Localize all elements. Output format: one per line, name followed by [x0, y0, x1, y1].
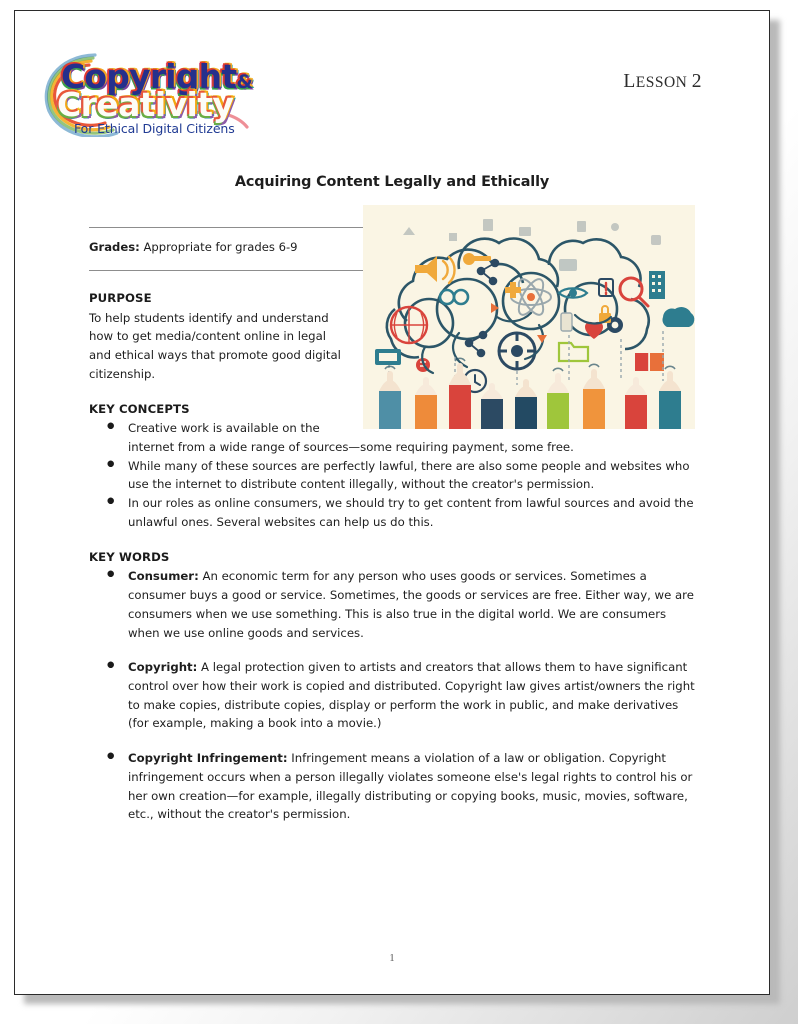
page-title: Acquiring Content Legally and Ethically — [234, 174, 550, 190]
key-word-definition: An economic term for any person who uses goods or services. Sometimes a consumer buys a good or service. Sometimes, the goods or services are free. Either way, we are consumers when we use something. This is also true in the digital world. We are consumers when we use online goods and services. — [128, 569, 694, 640]
key-word-term: Copyright Infringement: — [128, 751, 288, 766]
lesson-number: 2 — [691, 71, 702, 92]
key-concepts-list — [89, 419, 695, 531]
key-words-list — [89, 567, 695, 824]
copyright-and-creativity-logo[interactable] — [43, 49, 273, 151]
list-item: ● In our roles as online consumers, we should try to get content from lawful sources and avoid the unlawful ones. Several websites can help us do this. — [89, 494, 695, 531]
cloud-of-icons-illustration — [363, 205, 695, 429]
cloud-icons-graphic — [363, 205, 695, 429]
logo-wordmark-creativity: Creativity — [57, 85, 234, 124]
key-word-term: Copyright: — [128, 660, 198, 675]
list-item: ● Creative work is available on the internet from a wide range of sources—some requiring payment, some free. — [89, 419, 695, 456]
key-word-definition: A legal protection given to artists and creators that allows them to have significant control over how their work is copied and distributed. Copyright law gives artist/owners the right to make copies, distribute copies, display or perform the work in public, and make derivatives (for example, making a book into a movie.) — [128, 660, 695, 731]
purpose-body: To help students identify and understand how to get media/content online in legal and ethical ways that promote good digital citizenship. — [89, 310, 341, 381]
list-item — [89, 567, 695, 642]
list-item — [89, 749, 695, 824]
grades-label: Grades: — [89, 240, 140, 254]
section-heading-key-words: KEY WORDS — [89, 549, 170, 564]
grades-info — [89, 240, 298, 254]
key-word-term: Consumer: — [128, 569, 199, 584]
key-word-definition: Infringement means a violation of a law or obligation. Copyright infringement occurs when a person illegally violates someone else's legal rights to control his or her own creation—for example, illegally distributing or copying books, music, movies, software, etc., without the creator's permission. — [128, 751, 693, 822]
page-number: 1 — [389, 953, 395, 964]
logo-ampersand: & — [236, 71, 253, 93]
page-content — [89, 289, 695, 824]
grades-value: Appropriate for grades 6-9 — [139, 240, 298, 254]
logo-wordmark-copyright: Copyright& — [61, 57, 253, 96]
logo-tagline: For Ethical Digital Citizens — [74, 121, 235, 136]
lesson-label — [623, 71, 702, 93]
list-item: ● While many of these sources are perfectly lawful, there are also some people and websites who use the internet to distribute content illegally, without the creator's permission. — [89, 457, 695, 494]
section-heading-purpose: PURPOSE — [89, 291, 152, 305]
list-item — [89, 658, 695, 733]
section-heading-key-concepts: KEY CONCEPTS — [89, 401, 190, 416]
document-page — [14, 10, 770, 995]
lesson-label-initial: L — [623, 71, 636, 92]
page-header — [15, 11, 769, 151]
lesson-label-word: ESSON — [635, 74, 688, 91]
